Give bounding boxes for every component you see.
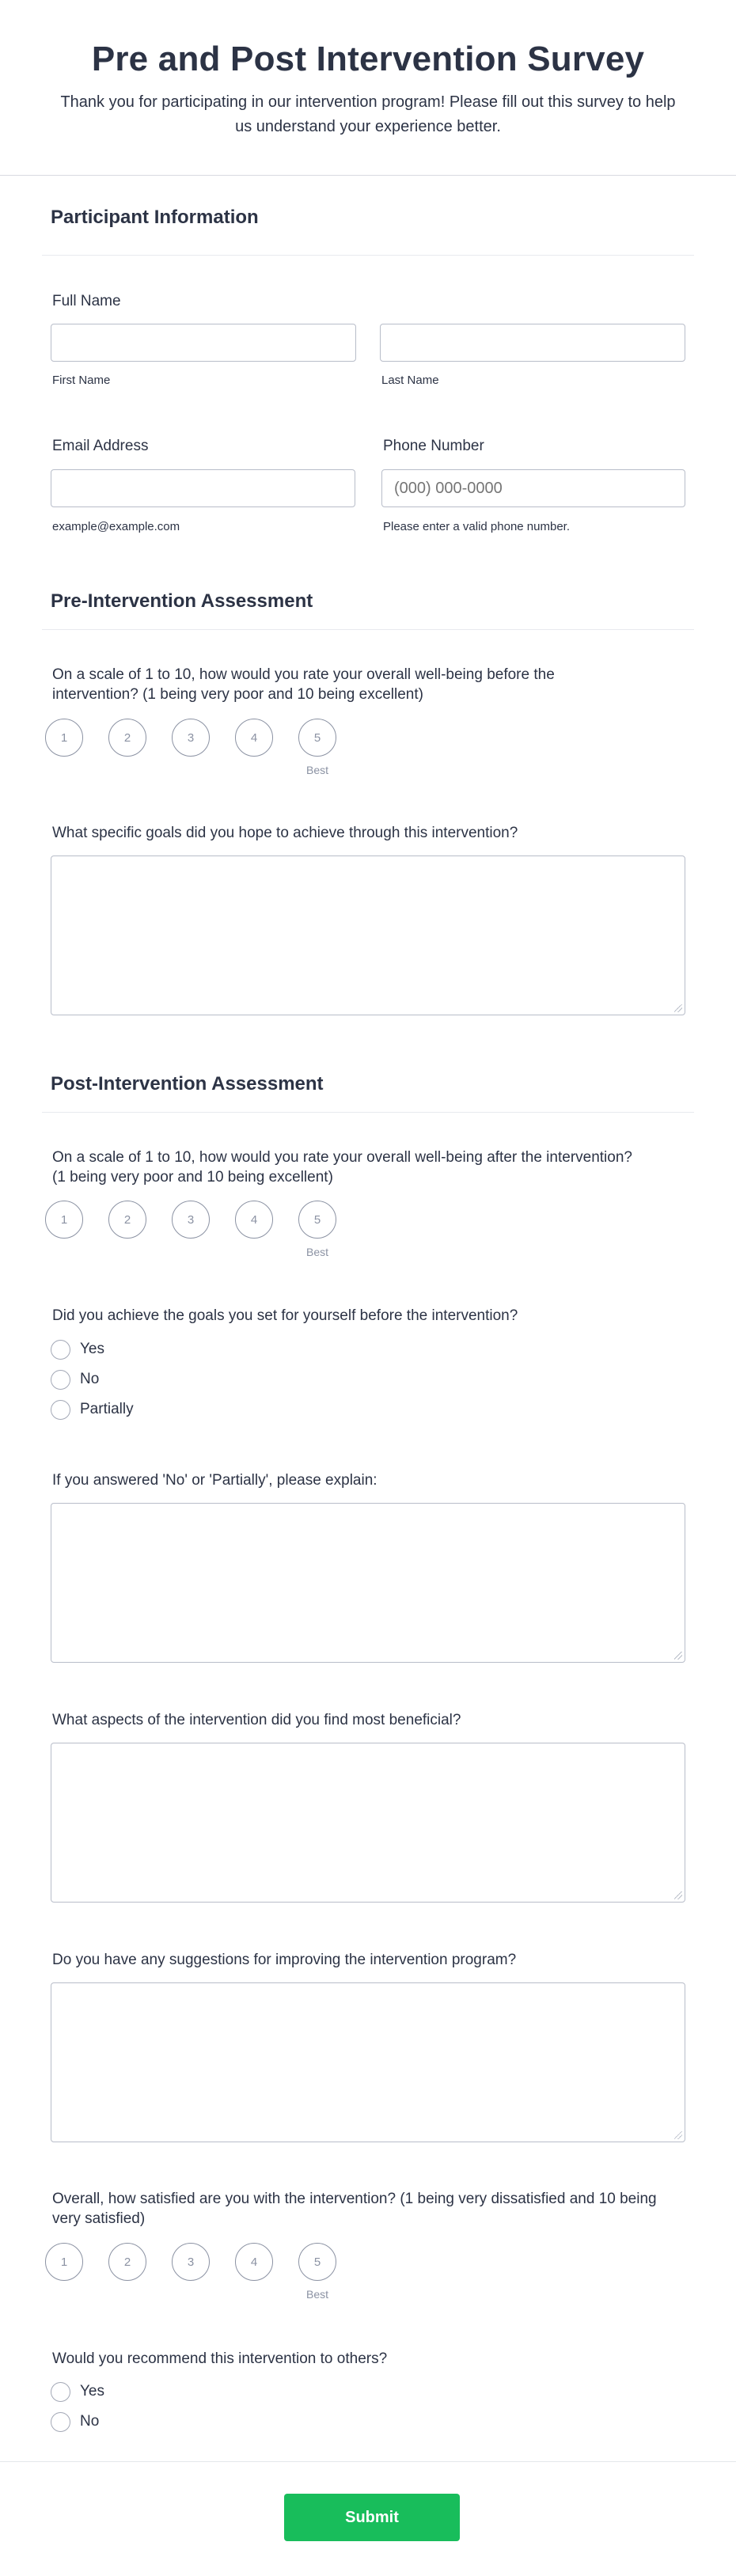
resize-handle[interactable] xyxy=(674,1004,682,1012)
resize-handle[interactable] xyxy=(674,2131,682,2139)
radio-option-no[interactable]: No xyxy=(44,1364,134,1394)
resize-handle[interactable] xyxy=(674,1891,682,1899)
scale-option-5[interactable]: 5 xyxy=(298,719,336,757)
scale-option-1[interactable]: 1 xyxy=(45,1201,83,1239)
scale-option-4[interactable]: 4 xyxy=(235,719,273,757)
section-heading: Pre-Intervention Assessment xyxy=(51,590,313,612)
pre-goals-question: What specific goals did you hope to achieve through this intervention? xyxy=(52,825,518,841)
resize-handle[interactable] xyxy=(674,1652,682,1660)
explain-question: If you answered 'No' or 'Partially', please explain: xyxy=(52,1472,377,1489)
radio-button[interactable] xyxy=(51,2412,70,2432)
satisfaction-scale xyxy=(45,2243,336,2301)
first-name-input[interactable] xyxy=(51,324,356,362)
scale-option-5[interactable]: 5 xyxy=(298,2243,336,2281)
form-title: Pre and Post Intervention Survey xyxy=(91,40,645,78)
last-name-sublabel: Last Name xyxy=(381,374,439,387)
section-heading: Participant Information xyxy=(51,207,259,228)
email-sublabel: example@example.com xyxy=(52,520,180,533)
radio-button[interactable] xyxy=(51,1400,70,1420)
email-label: Email Address xyxy=(52,438,149,454)
radio-button[interactable] xyxy=(51,1340,70,1360)
form-header xyxy=(0,0,736,176)
scale-best-label: Best xyxy=(305,1246,328,1258)
scale-option-4[interactable]: 4 xyxy=(235,1201,273,1239)
goals-achieved-question: Did you achieve the goals you set for yourself before the intervention? xyxy=(52,1307,518,1324)
scale-option-2[interactable]: 2 xyxy=(108,1201,146,1239)
form-description: Thank you for participating in our intervention program! Please fill out this survey to help us understand your experience better. xyxy=(60,93,676,135)
scale-option-3[interactable]: 3 xyxy=(172,2243,210,2281)
beneficial-textarea[interactable] xyxy=(51,1743,685,1903)
scale-option-5[interactable]: 5 xyxy=(298,1201,336,1239)
pre-wellbeing-scale xyxy=(45,719,336,776)
phone-input[interactable] xyxy=(381,469,685,507)
recommend-options xyxy=(44,2377,104,2437)
recommend-question: Would you recommend this intervention to others? xyxy=(52,2350,388,2367)
section-post-intervention xyxy=(42,1073,694,1113)
last-name-input[interactable] xyxy=(380,324,685,362)
radio-option-yes[interactable]: Yes xyxy=(44,2377,104,2407)
first-name-sublabel: First Name xyxy=(52,374,111,387)
email-input[interactable] xyxy=(51,469,355,507)
pre-goals-textarea[interactable] xyxy=(51,856,685,1015)
suggestions-textarea[interactable] xyxy=(51,1982,685,2142)
post-wellbeing-scale xyxy=(45,1201,336,1258)
scale-best-label: Best xyxy=(305,764,328,776)
phone-label: Phone Number xyxy=(383,438,484,454)
satisfaction-question: Overall, how satisfied are you with the intervention? (1 being very dissatisfied and 10 being very satisfied) xyxy=(52,2191,657,2227)
scale-option-1[interactable]: 1 xyxy=(45,719,83,757)
post-wellbeing-question: On a scale of 1 to 10, how would you rate your overall well-being after the intervention? (1 being very poor and 10 being excellent) xyxy=(52,1149,632,1186)
form-footer xyxy=(0,2461,736,2576)
radio-button[interactable] xyxy=(51,2382,70,2402)
suggestions-question: Do you have any suggestions for improving the intervention program? xyxy=(52,1952,517,1968)
section-pre-intervention xyxy=(42,590,694,630)
full-name-label: Full Name xyxy=(52,293,121,309)
radio-option-partially[interactable]: Partially xyxy=(44,1394,134,1425)
submit-button[interactable]: Submit xyxy=(284,2494,460,2541)
section-heading: Post-Intervention Assessment xyxy=(51,1073,324,1095)
scale-best-label: Best xyxy=(305,2288,328,2301)
radio-button[interactable] xyxy=(51,1370,70,1390)
scale-option-2[interactable]: 2 xyxy=(108,2243,146,2281)
scale-option-1[interactable]: 1 xyxy=(45,2243,83,2281)
section-participant-information xyxy=(42,207,694,256)
explain-textarea[interactable] xyxy=(51,1503,685,1663)
goals-achieved-options xyxy=(44,1334,134,1425)
scale-option-4[interactable]: 4 xyxy=(235,2243,273,2281)
pre-wellbeing-question: On a scale of 1 to 10, how would you rate your overall well-being before the intervention? (1 being very poor and 10 being excellent) xyxy=(52,666,555,703)
scale-option-2[interactable]: 2 xyxy=(108,719,146,757)
scale-option-3[interactable]: 3 xyxy=(172,1201,210,1239)
phone-sublabel: Please enter a valid phone number. xyxy=(383,520,570,533)
radio-option-no[interactable]: No xyxy=(44,2407,104,2437)
scale-option-3[interactable]: 3 xyxy=(172,719,210,757)
radio-option-yes[interactable]: Yes xyxy=(44,1334,134,1364)
beneficial-question: What aspects of the intervention did you find most beneficial? xyxy=(52,1712,461,1728)
